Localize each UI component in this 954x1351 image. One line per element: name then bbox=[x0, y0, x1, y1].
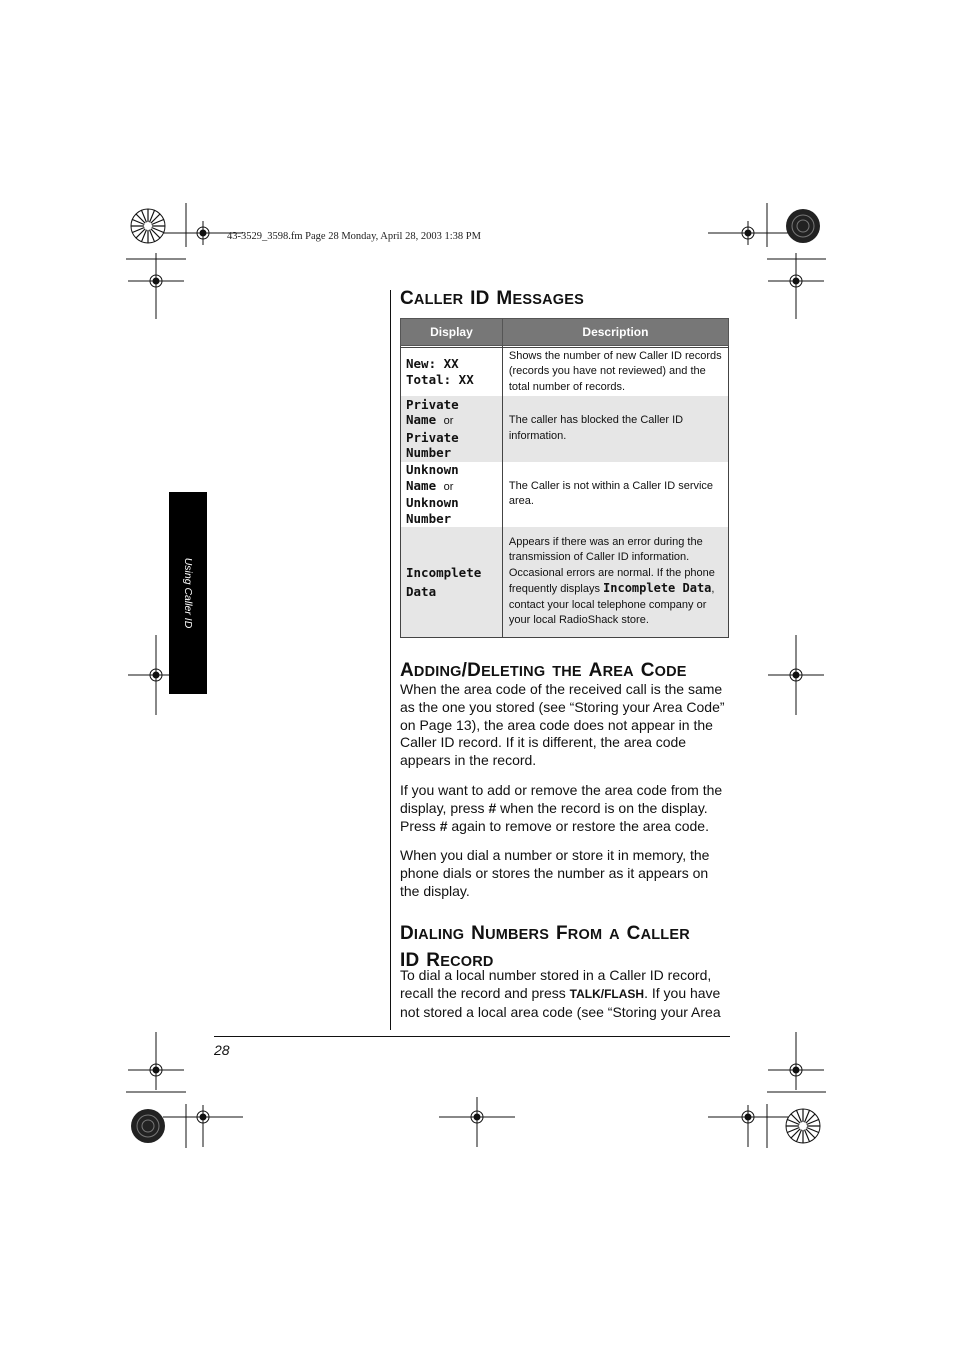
table-row bbox=[401, 396, 729, 462]
sunburst-mark-top-left bbox=[131, 209, 165, 243]
side-tab bbox=[169, 492, 207, 694]
title-word: MESSAGES bbox=[496, 288, 584, 309]
crosshair-mark bbox=[768, 1032, 824, 1090]
circle-mark-bottom-left bbox=[131, 1109, 165, 1143]
table-header-row bbox=[401, 319, 729, 346]
section-title-dialing-numbers: DIALING NUMBERS FROM A CALLER ID RECORD bbox=[400, 923, 690, 971]
title-word: CODE bbox=[640, 660, 687, 681]
caller-id-messages-table bbox=[400, 318, 729, 638]
section-title-adding-deleting-area-code bbox=[400, 657, 687, 684]
description-cell: Appears if there was an error during the transmission of Caller ID information. Occasional errors are normal. If the phone frequently displays Incomplete Data, contact your local telephone company or your local RadioShack store. bbox=[502, 527, 728, 638]
adding-deleting-body bbox=[400, 681, 730, 901]
file-slug: 43-3529_3598.fm Page 28 Monday, April 28, 2003 1:38 PM bbox=[227, 231, 481, 242]
crosshair-mark bbox=[708, 221, 788, 245]
display-cell: New: XX Total: XX bbox=[401, 348, 503, 396]
display-cell: Private Name or Private Number bbox=[401, 396, 503, 462]
title-word: ID bbox=[470, 288, 490, 309]
dialing-body bbox=[400, 967, 730, 1021]
crosshair-mark bbox=[708, 1105, 788, 1147]
crosshair-mark bbox=[163, 1105, 243, 1147]
crosshair-mark bbox=[128, 1032, 184, 1090]
page-number: 28 bbox=[214, 1042, 230, 1058]
table-row bbox=[401, 527, 729, 638]
section-title-caller-id-messages bbox=[400, 285, 584, 312]
column-rule bbox=[390, 290, 391, 1030]
body-paragraph: When the area code of the received call is the same as the one you stored (see “Storing your Area Code” on Page 13), the area code does not appear in the Caller ID record. If it is different, the area code appears in the record. bbox=[400, 681, 725, 769]
body-paragraph: To dial a local number stored in a Caller ID record, recall the record and press TALK/FLASH. If you have not stored a local area code (see “Storing your Area bbox=[400, 967, 721, 1020]
column-header-display: Display bbox=[401, 319, 503, 346]
description-cell: The Caller is not within a Caller ID service area. bbox=[502, 462, 728, 527]
column-header-description: Description bbox=[502, 319, 728, 346]
table-row bbox=[401, 462, 729, 527]
body-paragraph: When you dial a number or store it in memory, the phone dials or stores the number as it appears on the display. bbox=[400, 847, 710, 899]
footer-rule bbox=[214, 1036, 730, 1037]
crosshair-mark bbox=[439, 1097, 515, 1147]
title-word: CALLER bbox=[400, 288, 464, 309]
title-word: AREA bbox=[588, 660, 634, 681]
description-cell: Shows the number of new Caller ID records (records you have not reviewed) and the total number of records. bbox=[502, 348, 728, 396]
description-cell: The caller has blocked the Caller ID information. bbox=[502, 396, 728, 462]
crosshair-mark bbox=[768, 253, 824, 319]
table-row bbox=[401, 348, 729, 396]
body-paragraph: If you want to add or remove the area code from the display, press # when the record is on the display. Press # again to remove or restore the area code. bbox=[400, 781, 723, 834]
title-word: ADDING/DELETING bbox=[400, 660, 546, 681]
crosshair-mark bbox=[128, 253, 184, 319]
sunburst-mark-bottom-right bbox=[786, 1109, 820, 1143]
crosshair-mark bbox=[768, 635, 824, 715]
title-word: THE bbox=[552, 664, 582, 680]
display-cell: Incomplete Data bbox=[401, 527, 503, 638]
side-tab-label: Using Caller ID bbox=[182, 557, 194, 629]
display-cell: Unknown Name or Unknown Number bbox=[401, 462, 503, 527]
circle-mark-top-right bbox=[786, 209, 820, 243]
